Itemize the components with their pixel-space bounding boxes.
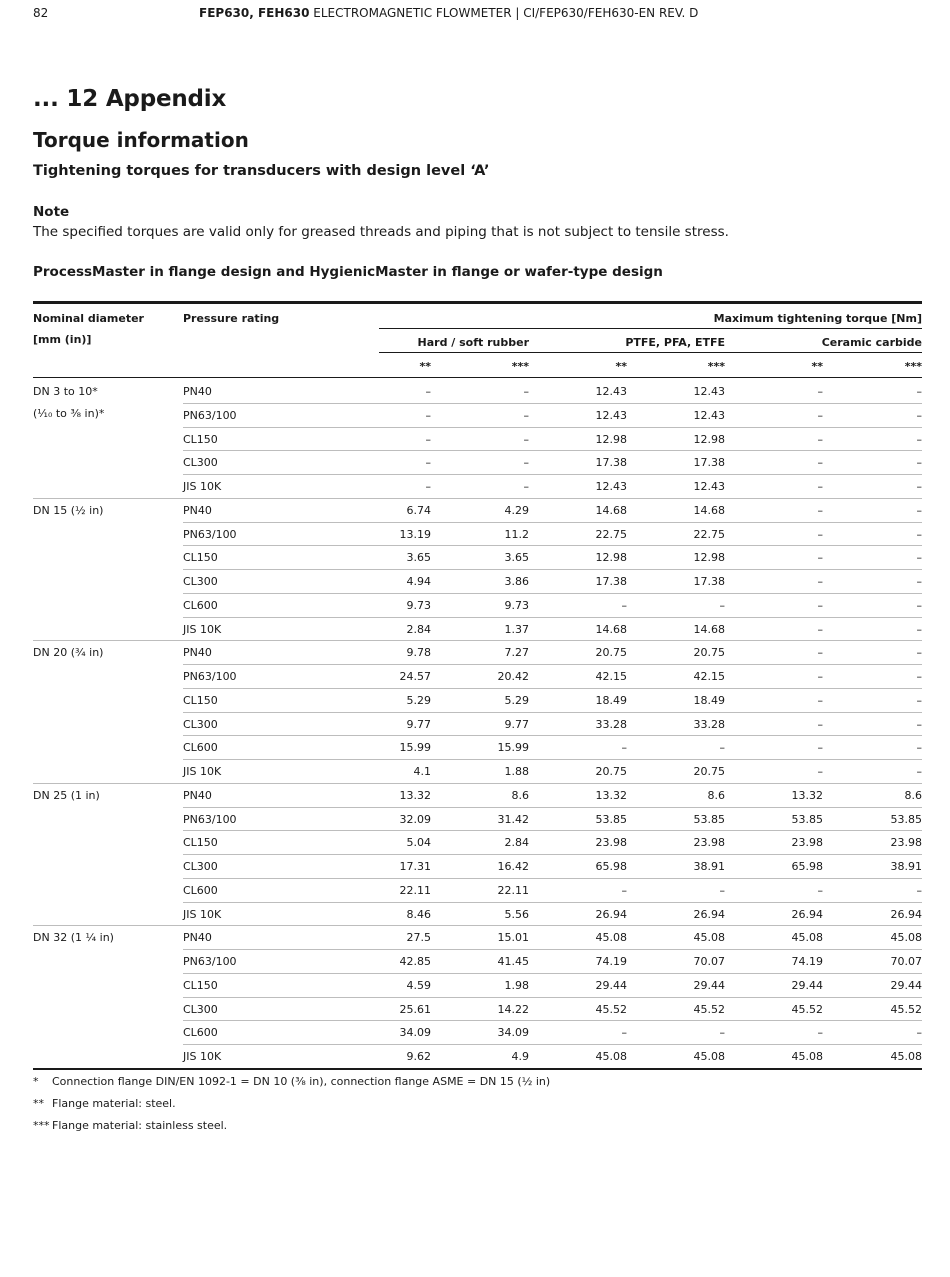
footnote-marker: * [33,1074,39,1088]
torque-value-cell: 1.98 [504,978,529,992]
torque-value-cell: 20.75 [693,765,725,778]
column-header-nominal-diameter: Nominal diameter [33,312,144,325]
torque-value-cell: 42.15 [693,670,725,683]
pressure-rating-cell: PN63/100 [183,527,237,541]
torque-value-cell: – [916,408,922,422]
page-header [33,6,922,22]
torque-value-cell: – [817,622,823,636]
torque-value-cell: – [916,385,922,398]
torque-value-cell: – [916,456,922,470]
row-divider [183,854,922,855]
torque-value-cell: 45.08 [890,1050,922,1063]
torque-value-cell: – [719,598,725,612]
pressure-rating-cell: JIS 10K [183,907,222,921]
torque-value-cell: 14.68 [595,503,627,517]
row-divider [183,403,922,404]
torque-value-cell: 4.9 [511,1050,529,1063]
torque-value-cell: – [719,1026,725,1040]
torque-value-cell: 74.19 [791,955,823,968]
torque-value-cell: 41.45 [497,955,529,968]
row-divider [183,902,922,903]
pressure-rating-cell: PN40 [183,788,212,802]
torque-value-cell: – [817,741,823,755]
torque-value-cell: – [817,503,823,517]
torque-value-cell: – [916,741,922,755]
nominal-diameter-label: DN 32 (1 ¼ in) [33,931,114,945]
torque-value-cell: 20.42 [497,670,529,683]
torque-value-cell: 26.94 [791,907,823,921]
torque-value-cell: – [916,765,922,778]
torque-value-cell: 20.75 [595,765,627,778]
row-divider [183,617,922,618]
torque-value-cell: 12.98 [595,432,627,446]
torque-value-cell: – [817,432,823,446]
torque-value-cell: 12.43 [595,480,627,493]
pressure-rating-cell: PN40 [183,931,212,945]
torque-value-cell: 12.98 [693,551,725,565]
torque-value-cell: – [817,693,823,707]
torque-value-cell: 23.98 [693,836,725,850]
torque-value-cell: – [719,741,725,755]
pressure-rating-cell: CL300 [183,860,218,873]
footnote-marker: *** [33,1118,50,1132]
torque-value-cell: 45.08 [595,931,627,945]
torque-value-cell: 53.85 [890,812,922,826]
torque-value-cell: – [916,551,922,565]
torque-value-cell: 5.29 [504,693,529,707]
torque-value-cell: 3.65 [504,551,529,565]
pressure-rating-cell: CL150 [183,432,218,446]
torque-value-cell: 29.44 [595,978,627,992]
torque-value-cell: 45.52 [693,1002,725,1016]
torque-value-cell: 45.52 [890,1002,922,1016]
torque-value-cell: – [817,765,823,778]
torque-value-cell: 22.75 [693,527,725,541]
column-subheader: *** [511,360,529,373]
torque-value-cell: 45.52 [595,1002,627,1016]
torque-value-cell: 23.98 [791,836,823,850]
torque-value-cell: 22.11 [399,883,431,897]
torque-value-cell: – [916,622,922,636]
row-divider [183,949,922,950]
torque-value-cell: 45.08 [693,931,725,945]
torque-value-cell: 29.44 [693,978,725,992]
torque-value-cell: – [916,1026,922,1040]
torque-value-cell: 38.91 [890,860,922,873]
torque-value-cell: 70.07 [693,955,725,968]
torque-value-cell: 22.75 [595,527,627,541]
torque-value-cell: – [621,741,627,755]
torque-value-cell: 15.01 [497,931,529,945]
torque-value-cell: 8.6 [511,788,529,802]
product-name: FEP630, FEH630 [199,6,310,20]
torque-value-cell: – [817,883,823,897]
torque-value-cell: 12.43 [693,385,725,398]
torque-value-cell: 29.44 [890,978,922,992]
pressure-rating-cell: PN40 [183,385,212,398]
column-header-nominal-unit: [mm (in)] [33,333,92,346]
torque-value-cell: 9.77 [504,717,529,731]
torque-value-cell: 53.85 [595,812,627,826]
torque-value-cell: – [916,527,922,541]
torque-value-cell: 12.43 [595,385,627,398]
torque-value-cell: 2.84 [406,622,431,636]
torque-value-cell: 26.94 [890,907,922,921]
torque-value-cell: 11.2 [504,527,529,541]
torque-value-cell: – [817,408,823,422]
torque-value-cell: 45.08 [693,1050,725,1063]
pressure-rating-cell: PN40 [183,503,212,517]
pressure-rating-cell: PN63/100 [183,812,237,826]
torque-value-cell: 12.98 [693,432,725,446]
nominal-diameter-label: DN 25 (1 in) [33,788,100,802]
torque-value-cell: – [817,456,823,470]
torque-value-cell: – [817,717,823,731]
torque-value-cell: 45.08 [791,1050,823,1063]
torque-value-cell: 27.5 [406,931,431,945]
note-title: Note [33,204,70,220]
torque-value-cell: 23.98 [890,836,922,850]
column-header-pressure-rating: Pressure rating [183,312,280,325]
torque-value-cell: – [817,480,823,493]
torque-value-cell: 33.28 [595,717,627,731]
torque-value-cell: 34.09 [497,1026,529,1040]
torque-value-cell: 29.44 [791,978,823,992]
torque-value-cell: 2.84 [504,836,529,850]
torque-value-cell: – [817,598,823,612]
torque-value-cell: 1.37 [504,622,529,636]
torque-value-cell: 32.09 [399,812,431,826]
header-rule-3 [33,377,922,378]
torque-value-cell: – [523,480,529,493]
torque-value-cell: – [719,883,725,897]
torque-value-cell: 12.43 [693,480,725,493]
torque-value-cell: 7.27 [504,646,529,660]
torque-value-cell: 26.94 [693,907,725,921]
torque-value-cell: – [621,1026,627,1040]
pressure-rating-cell: JIS 10K [183,480,222,493]
torque-value-cell: 6.74 [406,503,431,517]
torque-value-cell: – [523,456,529,470]
torque-value-cell: 13.32 [791,788,823,802]
torque-value-cell: 9.77 [406,717,431,731]
footnote [33,1097,176,1110]
torque-value-cell: 20.75 [693,646,725,660]
torque-value-cell: 26.94 [595,907,627,921]
torque-value-cell: – [916,670,922,683]
column-group-header: Ceramic carbide [821,336,922,349]
pressure-rating-cell: CL150 [183,978,218,992]
torque-value-cell: 34.09 [399,1026,431,1040]
column-header-max-torque: Maximum tightening torque [Nm] [713,312,922,325]
torque-value-cell: 17.38 [595,456,627,470]
row-divider [183,807,922,808]
pressure-rating-cell: PN63/100 [183,408,237,422]
nominal-diameter-label: DN 15 (½ in) [33,503,104,517]
column-subheader: ** [615,360,627,373]
torque-value-cell: 18.49 [693,693,725,707]
page-number: 82 [33,6,49,20]
torque-value-cell: 4.29 [504,503,529,517]
torque-value-cell: 13.19 [399,527,431,541]
torque-value-cell: – [621,883,627,897]
chapter-heading: ... 12 Appendix [33,86,227,112]
torque-value-cell: 17.38 [693,456,725,470]
header-rule-2 [379,352,922,353]
footnote [33,1075,550,1088]
row-divider [183,664,922,665]
torque-value-cell: – [425,385,431,398]
pressure-rating-cell: PN63/100 [183,955,237,968]
row-divider [183,759,922,760]
footnote-text: Connection flange DIN/EN 1092-1 = DN 10 (³⁄₈ in), connection flange ASME = DN 15 (½ in) [52,1074,551,1088]
header-rule-1 [379,328,922,329]
torque-value-cell: 9.78 [406,646,431,660]
torque-value-cell: 8.6 [707,788,725,802]
torque-value-cell: 3.86 [504,575,529,588]
row-divider [183,569,922,570]
torque-value-cell: – [817,385,823,398]
torque-value-cell: 42.85 [399,955,431,968]
footnote-text: Flange material: steel. [52,1096,176,1110]
torque-value-cell: 15.99 [497,741,529,755]
torque-value-cell: 4.94 [406,575,431,588]
column-group-header: PTFE, PFA, ETFE [625,336,725,349]
section-divider [33,925,922,926]
torque-value-cell: 5.04 [406,836,431,850]
pressure-rating-cell: JIS 10K [183,622,222,636]
row-divider [183,474,922,475]
pressure-rating-cell: CL600 [183,883,218,897]
torque-value-cell: 16.42 [497,860,529,873]
torque-value-cell: – [425,480,431,493]
torque-value-cell: – [817,575,823,588]
torque-value-cell: 74.19 [595,955,627,968]
pressure-rating-cell: CL600 [183,741,218,755]
torque-value-cell: – [916,646,922,660]
row-divider [183,545,922,546]
torque-value-cell: 5.56 [504,907,529,921]
torque-value-cell: – [916,693,922,707]
torque-value-cell: 38.91 [693,860,725,873]
torque-value-cell: 65.98 [791,860,823,873]
row-divider [183,688,922,689]
pressure-rating-cell: CL600 [183,598,218,612]
table-bottom-rule [33,1068,922,1070]
torque-value-cell: 45.08 [890,931,922,945]
torque-value-cell: 53.85 [791,812,823,826]
pressure-rating-cell: CL150 [183,551,218,565]
pressure-rating-cell: CL600 [183,1026,218,1040]
row-divider [183,1044,922,1045]
row-divider [183,450,922,451]
column-subheader: *** [904,360,922,373]
column-subheader: ** [811,360,823,373]
column-group-header: Hard / soft rubber [417,336,529,349]
row-divider [183,427,922,428]
torque-value-cell: 25.61 [399,1002,431,1016]
torque-value-cell: – [916,883,922,897]
section-divider [33,783,922,784]
torque-value-cell: 4.1 [413,765,431,778]
torque-value-cell: 20.75 [595,646,627,660]
table-top-rule [33,301,922,304]
torque-value-cell: – [425,456,431,470]
torque-value-cell: 45.52 [791,1002,823,1016]
torque-value-cell: – [817,527,823,541]
document-title [199,6,698,20]
pressure-rating-cell: CL300 [183,456,218,470]
pressure-rating-cell: PN40 [183,646,212,660]
torque-value-cell: 9.73 [504,598,529,612]
row-divider [183,712,922,713]
nominal-diameter-label: DN 3 to 10* [33,385,98,398]
row-divider [183,593,922,594]
pressure-rating-cell: CL300 [183,575,218,588]
torque-value-cell: – [523,408,529,422]
torque-value-cell: – [425,408,431,422]
section-divider [33,640,922,641]
torque-value-cell: 24.57 [399,670,431,683]
torque-value-cell: 8.6 [904,788,922,802]
torque-value-cell: – [817,551,823,565]
torque-value-cell: 17.31 [399,860,431,873]
row-divider [183,735,922,736]
torque-value-cell: – [916,575,922,588]
subsection-heading: Tightening torques for transducers with design level ‘A’ [33,163,490,179]
torque-value-cell: 13.32 [595,788,627,802]
section-heading: Torque information [33,128,249,152]
column-subheader: *** [707,360,725,373]
torque-value-cell: 12.43 [595,408,627,422]
section-divider [33,498,922,499]
torque-value-cell: 14.68 [693,503,725,517]
torque-value-cell: 22.11 [497,883,529,897]
pressure-rating-cell: CL300 [183,1002,218,1016]
torque-value-cell: – [523,385,529,398]
torque-value-cell: 31.42 [497,812,529,826]
row-divider [183,1020,922,1021]
torque-value-cell: 42.15 [595,670,627,683]
row-divider [183,522,922,523]
torque-value-cell: – [916,503,922,517]
torque-value-cell: 12.43 [693,408,725,422]
torque-value-cell: – [916,432,922,446]
torque-value-cell: 13.32 [399,788,431,802]
torque-value-cell: – [817,646,823,660]
torque-value-cell: – [425,432,431,446]
torque-value-cell: 45.08 [791,931,823,945]
torque-value-cell: 4.59 [406,978,431,992]
document-reference: ELECTROMAGNETIC FLOWMETER | CI/FEP630/FEH630-EN REV. D [309,6,699,20]
torque-value-cell: 9.62 [406,1050,431,1063]
torque-value-cell: 53.85 [693,812,725,826]
pressure-rating-cell: JIS 10K [183,765,222,778]
pressure-rating-cell: CL300 [183,717,218,731]
torque-value-cell: 14.68 [693,622,725,636]
torque-value-cell: 3.65 [406,551,431,565]
footnote-marker: ** [33,1096,44,1110]
torque-value-cell: 18.49 [595,693,627,707]
nominal-diameter-label: DN 20 (¾ in) [33,646,104,660]
torque-value-cell: 12.98 [595,551,627,565]
torque-value-cell: – [916,598,922,612]
torque-value-cell: 33.28 [693,717,725,731]
torque-value-cell: 14.22 [497,1002,529,1016]
torque-value-cell: 14.68 [595,622,627,636]
footnote-text: Flange material: stainless steel. [52,1118,228,1132]
pressure-rating-cell: JIS 10K [183,1050,222,1063]
pressure-rating-cell: CL150 [183,693,218,707]
torque-value-cell: 9.73 [406,598,431,612]
row-divider [183,830,922,831]
row-divider [183,997,922,998]
row-divider [183,878,922,879]
pressure-rating-cell: CL150 [183,836,218,850]
footnote [33,1119,227,1132]
torque-value-cell: 15.99 [399,741,431,755]
torque-value-cell: 70.07 [890,955,922,968]
table-title: ProcessMaster in flange design and HygienicMaster in flange or wafer-type design [33,264,663,280]
torque-value-cell: 23.98 [595,836,627,850]
nominal-diameter-inch-label: (¹⁄₁₀ to ³⁄₈ in)* [33,407,105,420]
torque-value-cell: 17.38 [595,575,627,588]
torque-value-cell: 65.98 [595,860,627,873]
torque-value-cell: 8.46 [406,907,431,921]
torque-value-cell: 17.38 [693,575,725,588]
torque-value-cell: – [621,598,627,612]
torque-value-cell: – [523,432,529,446]
column-subheader: ** [419,360,431,373]
row-divider [183,973,922,974]
torque-value-cell: – [916,480,922,493]
torque-value-cell: 5.29 [406,693,431,707]
note-text: The specified torques are valid only for greased threads and piping that is not subject to tensile stress. [33,224,729,240]
torque-value-cell: – [916,717,922,731]
pressure-rating-cell: PN63/100 [183,670,237,683]
torque-value-cell: – [817,670,823,683]
torque-value-cell: 45.08 [595,1050,627,1063]
torque-value-cell: 1.88 [504,765,529,778]
torque-value-cell: – [817,1026,823,1040]
